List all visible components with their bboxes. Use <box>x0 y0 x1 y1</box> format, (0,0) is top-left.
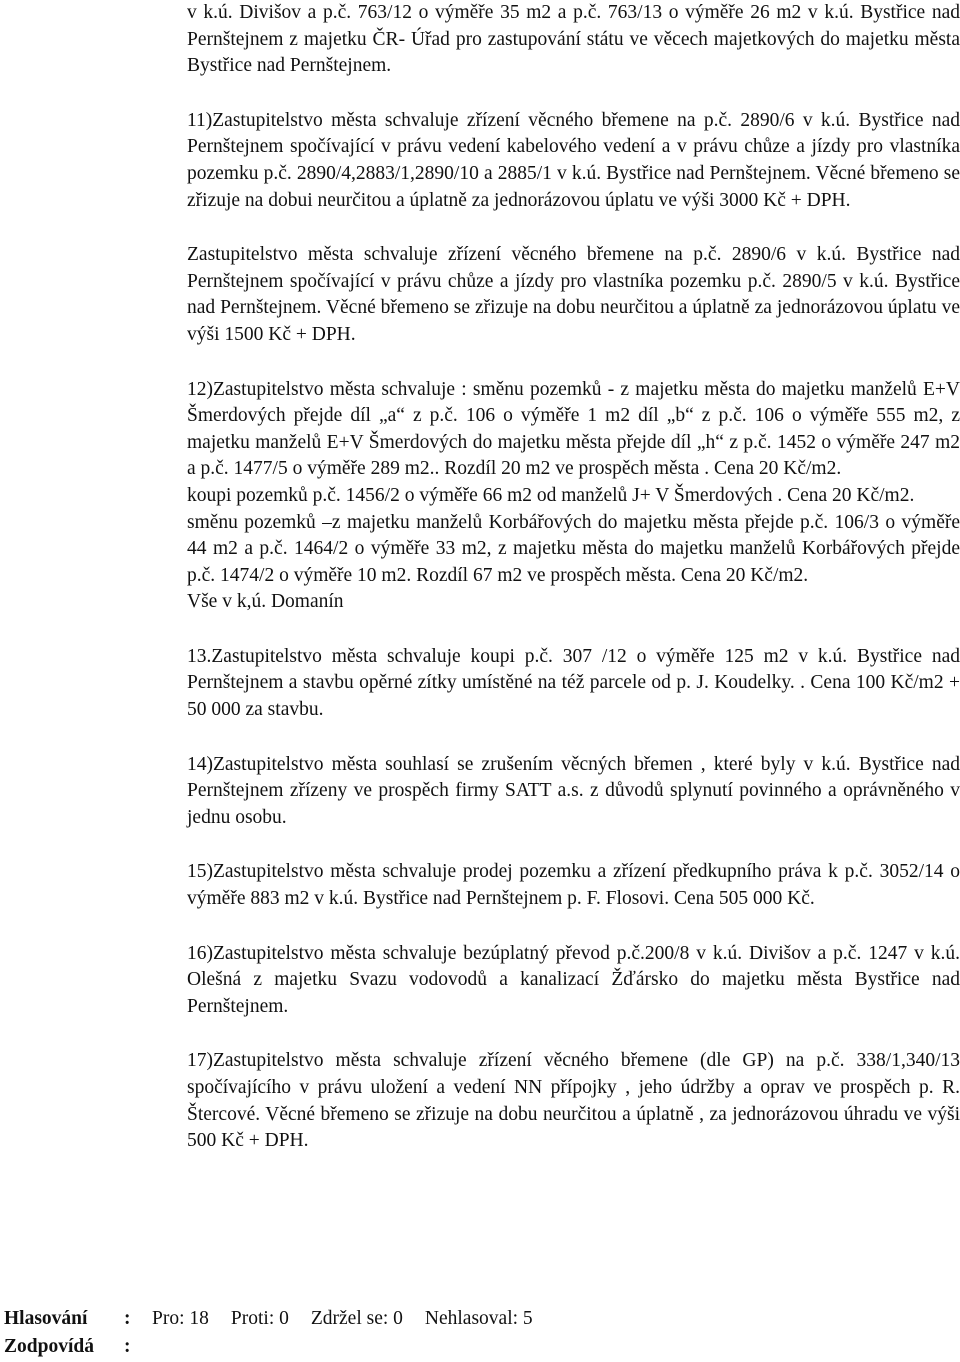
vote-colon: : <box>124 1308 131 1329</box>
paragraph-12-purchase: koupi pozemků p.č. 1456/2 o výměře 66 m2 od manželů J+ V Šmerdových . Cena 20 Kč/m2. <box>187 484 915 506</box>
vote-zdrzel: Zdržel se: 0 <box>310 1308 403 1329</box>
paragraph-10-end: v k.ú. Divišov a p.č. 763/12 o výměře 35 m2 a p.č. 763/13 o výměře 26 m2 v k.ú. Bystřice nad Pernštejnem z majetku ČR- Úřad pro zastupování státu ve věcech majetkových do majetku města Bystřice nad Pernštejnem. <box>187 2 960 77</box>
paragraph-15: 15)Zastupitelstvo města schvaluje prodej pozemku a zřízení předkupního práva k p.č. 3052/14 o výměře 883 m2 v k.ú. Bystřice nad Pernštejnem p. F. Flosovi. Cena 505 000 Kč. <box>187 861 960 910</box>
vote-block <box>4 1305 954 1361</box>
vote-pro: Pro: 18 <box>152 1308 209 1329</box>
paragraph-12 <box>187 377 960 616</box>
paragraph-11-b: Zastupitelstvo města schvaluje zřízení věcného břemene na p.č. 2890/6 v k.ú. Bystřice nad Pernštejnem spočívající v právu chůze a jízdy pro vlastníka pozemku p.č. 2890/5 v k.ú. Bystřice nad Pernštejnem. Věcné břemeno se zřizuje na dobu neurčitou a úplatně za jednorázovou úplatu ve výši 1500 Kč + DPH. <box>187 244 960 345</box>
answer-label: Zodpovídá <box>4 1336 94 1357</box>
vote-proti: Proti: 0 <box>230 1308 289 1329</box>
vote-nehlasoval: Nehlasoval: 5 <box>424 1308 533 1329</box>
paragraph-12-exchange-2: směnu pozemků –z majetku manželů Korbářových do majetku města přejde p.č. 106/3 o výměře 44 m2 a p.č. 1464/2 o výměře 33 m2, z majetku města do majetku manželů Korbářových přejde p.č. 1474/2 o výměře 10 m2. Rozdíl 67 m2 ve prospěch města. Cena 20 Kč/m2. <box>187 511 960 586</box>
paragraph-13: 13.Zastupitelstvo města schvaluje koupi p.č. 307 /12 o výměře 125 m2 v k.ú. Bystřice nad Pernštejnem a stavbu opěrné zítky umístěné na též parcele od p. J. Koudelky. . Cena 100 Kč/m2 + 50 000 za stavbu. <box>187 645 960 721</box>
paragraph-11: 11)Zastupitelstvo města schvaluje zřízení věcného břemene na p.č. 2890/6 v k.ú. Bystřice nad Pernštejnem spočívající v právu vedení kabelového vedení a v právu chůze a jízdy pro vlastníka pozemku p.č. 2890/4,2883/1,2890/10 a 2885/1 v k.ú. Bystřice nad Pernštejnem. Věcné břemeno se zřizuje na dobui neurčitou a úplatně za jednorázovou úplatu ve výši 3000 Kč + DPH. <box>187 109 960 211</box>
paragraph-14: 14)Zastupitelstvo města souhlasí se zrušením věcných břemen , které byly v k.ú. Bystřice nad Pernštejnem zřízeny ve prospěch firmy SATT a.s. z důvodů splynutí povinného a oprávněného v jednu osobu. <box>187 753 960 828</box>
paragraph-12-location: Vše v k,ú. Domanín <box>187 591 344 613</box>
document-body <box>187 0 960 1155</box>
paragraph-17: 17)Zastupitelstvo města schvaluje zřízení věcného břemene (dle GP) na p.č. 338/1,340/13 spočívajícího v právu uložení a vedení NN přípojky , jeho údržby a oprav ve prospěch p. R. Štercové. Věcné břemeno se zřizuje na dobu neurčitou a úplatně , za jednorázovou úhradu ve výši 500 Kč + DPH. <box>187 1050 960 1152</box>
paragraph-16: 16)Zastupitelstvo města schvaluje bezúplatný převod p.č.200/8 v k.ú. Divišov a p.č. 1247 v k.ú. Olešná z majetku Svazu vodovodů a kanalizací Žďársko do majetku města Bystřice nad Pernštejnem. <box>187 942 960 1017</box>
paragraph-12-exchange: 12)Zastupitelstvo města schvaluje : směnu pozemků - z majetku města do majetku manželů E+V Šmerdových přejde díl „a“ z p.č. 106 o výměře 1 m2 díl „b“ z p.č. 106 o výměře 555 m2, z majetku manželů E+V Šmerdových do majetku města přejde díl „h“ z p.č. 1452 o výměře 247 m2 a p.č. 1477/5 o výměře 289 m2.. Rozdíl 20 m2 ve prospěch města . Cena 20 Kč/m2. <box>187 378 960 480</box>
answer-row <box>4 1333 954 1361</box>
vote-row <box>4 1305 954 1333</box>
answer-colon: : <box>124 1336 131 1357</box>
vote-label: Hlasování <box>4 1308 88 1329</box>
